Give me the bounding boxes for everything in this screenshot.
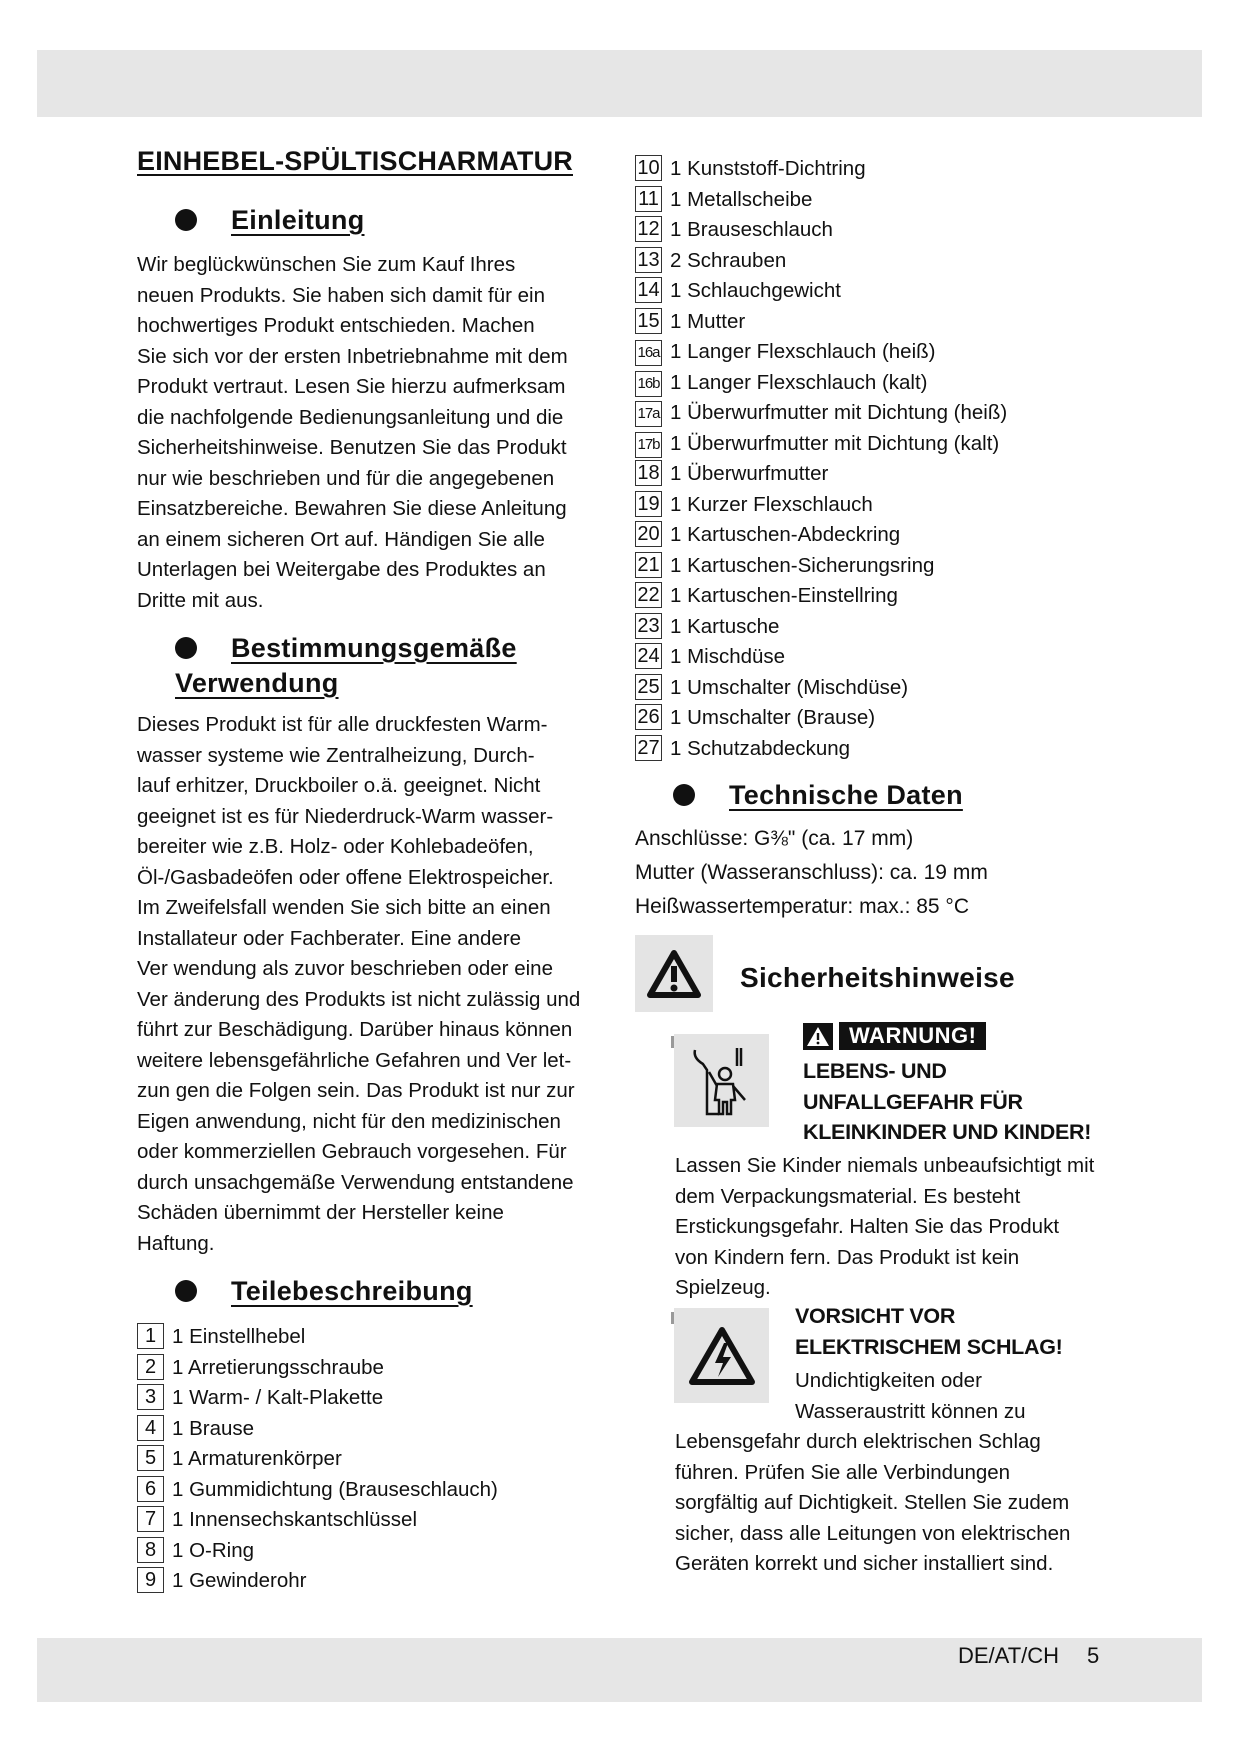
part-item (137, 1414, 254, 1445)
text-line: führen. Prüfen Sie alle Verbindungen (675, 1460, 1011, 1484)
part-item (635, 246, 786, 277)
text-line: weitere lebensgefährliche Gefahren und Ver let- (137, 1048, 572, 1072)
part-number: 13 (635, 247, 662, 273)
part-number: 26 (635, 704, 662, 730)
bullet-icon (175, 209, 197, 231)
part-number: 3 (137, 1384, 164, 1410)
text-line: führt zur Beschädigung. Darüber hinaus können (137, 1018, 573, 1041)
text-line: bereiter wie z.B. Holz- oder Kohlebadeöfen, (137, 835, 534, 858)
text-line: Unterlagen bei Weitergabe des Produktes an (137, 558, 546, 581)
text-line: von Kindern fern. Das Produkt ist kein (675, 1245, 1020, 1269)
text-line: die nachfolgende Bedienungsanleitung und die (137, 405, 564, 429)
part-item (635, 154, 866, 185)
text-line: Schäden übernimmt der Hersteller keine (137, 1201, 504, 1224)
part-number: 24 (635, 643, 662, 669)
part-item (635, 490, 873, 521)
part-item (137, 1475, 498, 1506)
bullet-icon (175, 637, 197, 659)
part-item (635, 734, 850, 765)
part-number: 1 (137, 1323, 164, 1349)
part-description: 1 Gummidichtung (Brauseschlauch) (172, 1477, 498, 1501)
electric-shock-warning-icon (674, 1308, 769, 1403)
part-description: 1 Kartuschen-Abdeckring (670, 523, 901, 546)
part-description: 1 Überwurfmutter mit Dichtung (kalt) (670, 431, 1000, 455)
part-description: 1 Brauseschlauch (670, 218, 833, 241)
part-description: 1 Kartuschen-Einstellring (670, 584, 898, 607)
text-line: Sicherheitshinweise. Benutzen Sie das Produkt (137, 436, 567, 459)
part-number: 11 (635, 186, 662, 212)
warning1-text (675, 1151, 1094, 1304)
text-line: sorgfältig auf Dichtigkeit. Stellen Sie zudem (675, 1491, 1070, 1514)
part-item (635, 459, 828, 490)
text-line: lauf erhitzer, Druckboiler o.ä. geeignet. Nicht (137, 774, 541, 797)
part-number: 10 (635, 155, 662, 181)
warning2-text (675, 1427, 1070, 1580)
text-line: hochwertiges Produkt entschieden. Machen (137, 314, 535, 337)
text-line: KLEINKINDER UND KINDER! (803, 1120, 1092, 1144)
text-line: zun gen die Folgen sein. Das Produkt ist nur zur (137, 1079, 575, 1102)
text-line: Undichtigkeiten oder (795, 1369, 982, 1392)
part-description: 1 Mischdüse (670, 645, 786, 668)
part-description: 1 O-Ring (172, 1538, 255, 1562)
text-line: nur wie beschrieben und für die angegebenen (137, 466, 555, 490)
part-item (635, 581, 898, 612)
part-description: 1 Kunststoff-Dichtring (670, 157, 866, 180)
verwendung-text (137, 710, 580, 1259)
part-item (137, 1383, 383, 1414)
part-number: 25 (635, 674, 662, 700)
part-number: 16b (635, 371, 662, 397)
part-item (635, 398, 1007, 429)
part-item (137, 1322, 305, 1353)
text-line: LEBENS- UND (803, 1059, 947, 1083)
part-item (137, 1536, 254, 1567)
part-description: 1 Gewinderohr (172, 1569, 307, 1592)
part-number: 23 (635, 613, 662, 639)
text-line: oder kommerziellen Gebrauch vorgesehen. Für (137, 1140, 567, 1163)
text-line: Geräten korrekt und sicher installiert sind. (675, 1552, 1054, 1575)
part-description: 1 Langer Flexschlauch (heiß) (670, 340, 936, 363)
part-item (635, 307, 745, 338)
text-line: Mutter (Wasseranschluss): ca. 19 mm (635, 861, 988, 884)
text-line: Lassen Sie Kinder niemals unbeaufsichtigt mit (675, 1154, 1095, 1177)
part-description: 1 Umschalter (Brause) (670, 706, 876, 729)
part-description: 1 Kartuschen-Sicherungsring (670, 553, 935, 577)
part-item (137, 1444, 342, 1475)
bullet-icon (175, 1280, 197, 1302)
part-description: 1 Langer Flexschlauch (kalt) (670, 370, 928, 394)
part-item (635, 368, 928, 399)
text-line: ELEKTRISCHEM SCHLAG! (795, 1334, 1063, 1359)
part-number: 5 (137, 1445, 164, 1471)
text-line: dem Verpackungsmaterial. Es besteht (675, 1184, 1021, 1208)
bullet-icon (673, 784, 695, 806)
text-line: Spielzeug. (675, 1276, 771, 1299)
heading-verwendung-line2: Verwendung (175, 668, 339, 698)
part-item (137, 1353, 384, 1384)
warning2-text-short (795, 1366, 1026, 1427)
text-line: wasser systeme wie Zentralheizung, Durch- (137, 743, 535, 767)
text-line: Eigen anwendung, nicht für den medizinischen (137, 1109, 561, 1133)
heading-sicherheitshinweise: Sicherheitshinweise (740, 962, 1015, 993)
part-number: 8 (137, 1537, 164, 1563)
part-item (635, 185, 812, 216)
part-number: 18 (635, 460, 662, 486)
text-line: Im Zweifelsfall wenden Sie sich bitte an einen (137, 896, 551, 919)
part-description: 1 Warm- / Kalt-Plakette (172, 1386, 384, 1409)
part-description: 1 Schlauchgewicht (670, 279, 841, 302)
part-description: 1 Überwurfmutter mit Dichtung (heiß) (670, 401, 1008, 424)
part-number: 7 (137, 1506, 164, 1532)
text-line: sicher, dass alle Leitungen von elektrischen (675, 1521, 1071, 1545)
part-item (635, 276, 841, 307)
text-line: Dritte mit aus. (137, 588, 264, 612)
part-number: 20 (635, 521, 662, 547)
text-line: neuen Produkts. Sie haben sich damit für ein (137, 283, 545, 307)
part-description: 1 Kartusche (670, 614, 780, 638)
part-item (635, 612, 779, 643)
part-number: 14 (635, 277, 662, 303)
warning-small-icon (803, 1023, 833, 1050)
part-item (137, 1566, 306, 1597)
part-number: 6 (137, 1476, 164, 1502)
part-description: 1 Einstellhebel (172, 1325, 306, 1348)
part-number: 9 (137, 1567, 164, 1593)
part-item (635, 429, 999, 460)
einleitung-text (137, 250, 568, 616)
part-item (635, 703, 875, 734)
text-line: Ver änderung des Produkts ist nicht zulässig und (137, 987, 581, 1011)
part-item (635, 215, 833, 246)
part-number: 27 (635, 735, 662, 761)
part-number: 22 (635, 582, 662, 608)
part-description: 1 Umschalter (Mischdüse) (670, 675, 909, 699)
warning-label: WARNUNG! (803, 1022, 986, 1050)
header-band (37, 50, 1202, 117)
region-label: DE/AT/CH (958, 1643, 1060, 1668)
part-description: 1 Schutzabdeckung (670, 736, 851, 760)
part-number: 19 (635, 491, 662, 517)
text-line: Anschlüsse: G⅜" (ca. 17 mm) (635, 827, 914, 850)
part-description: 1 Metallscheibe (670, 187, 813, 211)
part-item (635, 673, 908, 704)
page-footer (958, 1643, 1099, 1669)
part-number: 4 (137, 1415, 164, 1441)
part-item (137, 1505, 417, 1536)
part-number: 2 (137, 1354, 164, 1380)
warning2-title (795, 1301, 1063, 1362)
part-description: 1 Armaturenkörper (172, 1447, 342, 1470)
part-number: 21 (635, 552, 662, 578)
part-description: 1 Mutter (670, 309, 746, 333)
warning-triangle-icon (635, 935, 713, 1012)
part-number: 15 (635, 308, 662, 334)
text-line: Sie sich vor der ersten Inbetriebnahme mit dem (137, 344, 568, 368)
part-item (635, 520, 900, 551)
child-packaging-icon (674, 1034, 769, 1127)
heading-einleitung: Einleitung (175, 205, 365, 236)
text-line: Öl-/Gasbadeöfen oder offene Elektrospeicher. (137, 865, 554, 889)
text-line: Lebensgefahr durch elektrischen Schlag (675, 1430, 1041, 1453)
heading-verwendung: Bestimmungsgemäße (175, 633, 517, 664)
heading-teilebeschreibung: Teilebeschreibung (175, 1276, 473, 1307)
part-description: 1 Kurzer Flexschlauch (670, 492, 873, 516)
text-line: durch unsachgemäße Verwendung entstandene (137, 1170, 574, 1194)
page-title: EINHEBEL-SPÜLTISCHARMATUR (137, 146, 573, 176)
part-item (635, 551, 934, 582)
text-line: Wir beglückwünschen Sie zum Kauf Ihres (137, 253, 516, 276)
part-number: 17b (635, 432, 662, 458)
heading-technische-daten: Technische Daten (673, 780, 963, 811)
part-item (635, 337, 936, 368)
text-line: UNFALLGEFAHR FÜR (803, 1089, 1023, 1114)
warning1-title (803, 1056, 1091, 1148)
part-number: 12 (635, 216, 662, 242)
text-line: Heißwassertemperatur: max.: 85 °C (635, 895, 970, 918)
part-description: 1 Arretierungsschraube (172, 1355, 384, 1379)
part-description: 1 Brause (172, 1416, 255, 1440)
page-number: 5 (1087, 1643, 1100, 1668)
text-line: VORSICHT VOR (795, 1304, 956, 1328)
text-line: Dieses Produkt ist für alle druckfesten Warm- (137, 713, 548, 736)
text-line: Installateur oder Fachberater. Eine andere (137, 926, 522, 950)
part-description: 1 Innensechskantschlüssel (172, 1508, 418, 1531)
part-number: 17a (635, 401, 662, 427)
part-description: 1 Überwurfmutter (670, 462, 829, 485)
text-line: Erstickungsgefahr. Halten Sie das Produkt (675, 1215, 1060, 1238)
text-line: an einem sicheren Ort auf. Händigen Sie alle (137, 527, 545, 551)
part-number: 16a (635, 340, 662, 366)
technische-daten-text (635, 822, 988, 924)
text-line: Einsatzbereiche. Bewahren Sie diese Anleitung (137, 497, 567, 520)
text-line: Ver wendung als zuvor beschrieben oder eine (137, 957, 553, 980)
text-line: Wasseraustritt können zu (795, 1399, 1026, 1423)
text-line: geeignet ist es für Niederdruck-Warm wasser- (137, 804, 554, 828)
part-description: 2 Schrauben (670, 248, 787, 272)
text-line: Haftung. (137, 1231, 215, 1255)
part-item (635, 642, 785, 673)
text-line: Produkt vertraut. Lesen Sie hierzu aufmerksam (137, 375, 566, 398)
